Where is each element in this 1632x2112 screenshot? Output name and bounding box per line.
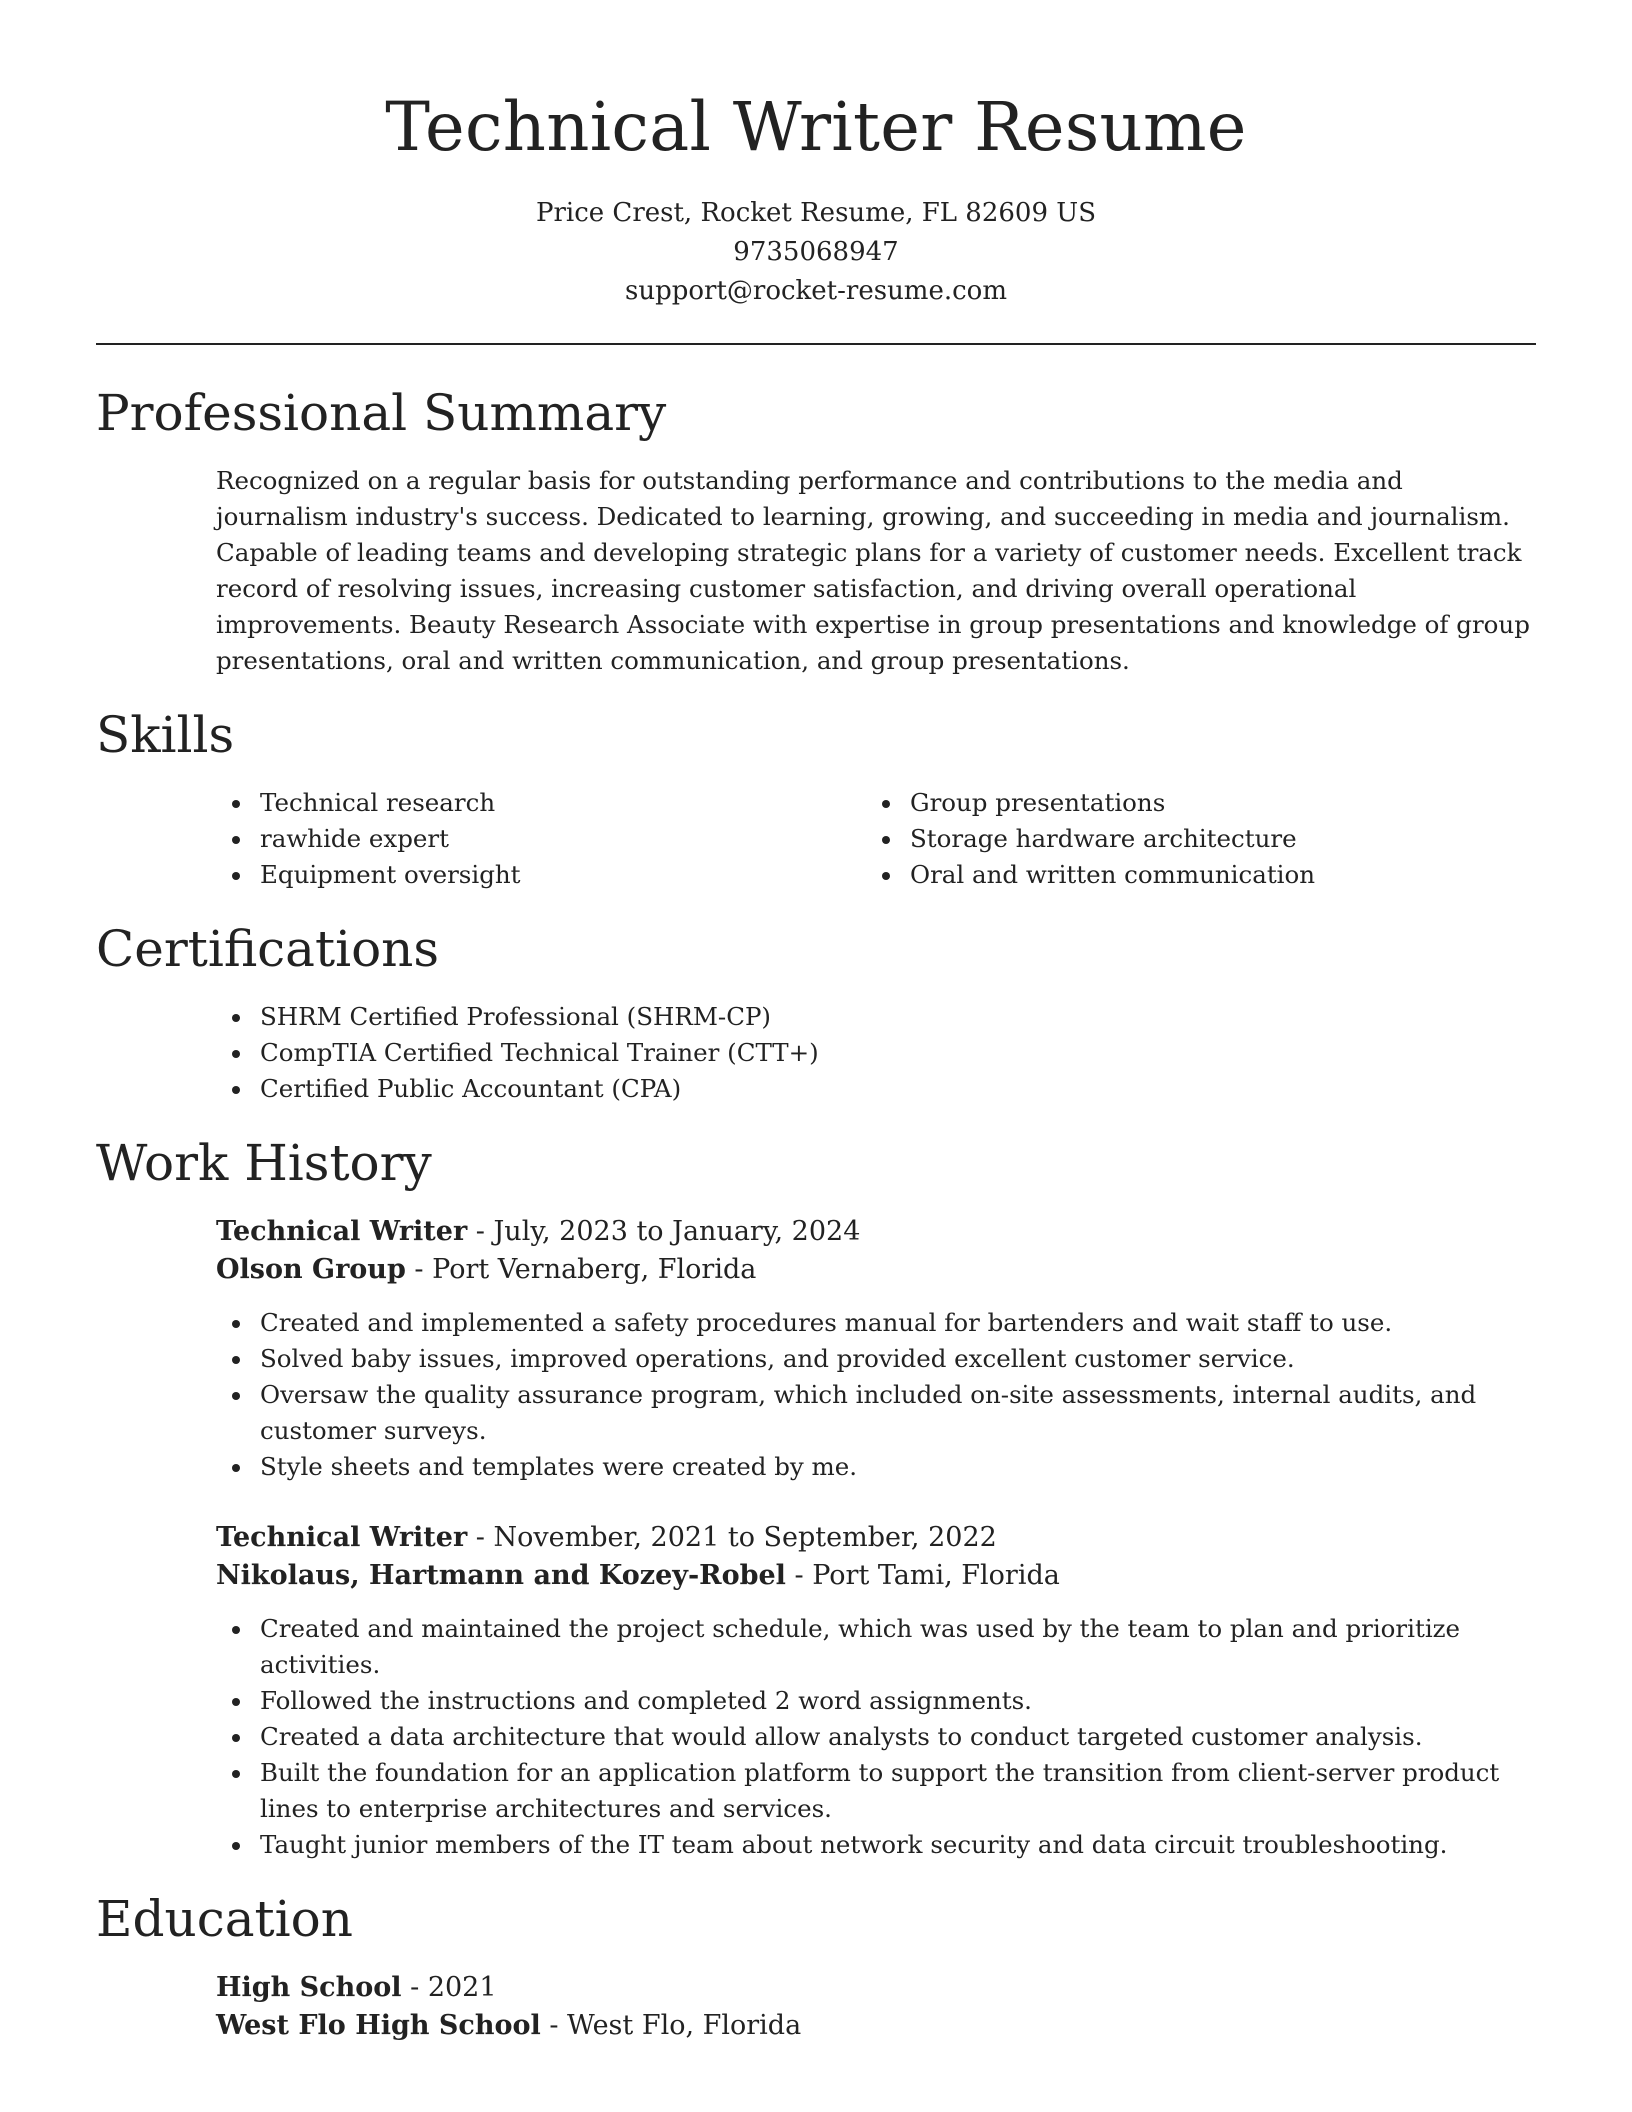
job-company: Olson Group <box>216 1254 406 1285</box>
skills-grid <box>96 785 1536 893</box>
job-title: Technical Writer <box>216 1216 468 1247</box>
skill-item: Storage hardware architecture <box>910 821 1560 857</box>
skill-item: Equipment oversight <box>260 857 910 893</box>
education-heading: Education <box>96 1890 353 1948</box>
contact-phone: 9735068947 <box>733 237 899 267</box>
job-entry <box>96 1519 1536 1863</box>
resume-title: Technical Writer Resume <box>385 88 1247 166</box>
education-degree: High School <box>216 1972 402 2003</box>
job-duties-list <box>96 1305 1536 1485</box>
certification-item: Certified Public Accountant (CPA) <box>260 1071 1536 1107</box>
job-location: - Port Vernaberg, Florida <box>405 1254 757 1285</box>
skill-item: Group presentations <box>910 785 1560 821</box>
skills-heading: Skills <box>96 706 235 764</box>
job-duty: Created a data architecture that would allow analysts to conduct targeted customer analysis. <box>260 1719 1536 1755</box>
job-dates: - November, 2021 to September, 2022 <box>467 1522 997 1553</box>
summary-heading: Professional Summary <box>96 384 667 442</box>
job-duties-list <box>96 1611 1536 1863</box>
job-entry <box>96 1213 1536 1485</box>
job-title-line <box>96 1519 1536 1557</box>
skills-list-left <box>260 785 910 893</box>
job-duty: Created and maintained the project schedule, which was used by the team to plan and prioritize activities. <box>260 1611 1536 1683</box>
job-duty: Created and implemented a safety procedures manual for bartenders and wait staff to use. <box>260 1305 1536 1341</box>
job-company-line <box>96 1557 1536 1595</box>
education-school: West Flo High School <box>216 2010 541 2041</box>
contact-address: Price Crest, Rocket Resume, FL 82609 US <box>535 198 1096 228</box>
summary-text: Recognized on a regular basis for outstanding performance and contributions to the media and journalism industry's success. Dedicated to learning, growing, and succeeding in media and journalism. Capable of leading teams and developing strategic plans for a variety of customer needs. Excellent track record of resolving issues, increasing customer satisfaction, and driving overall operational improvements. Beauty Research Associate with expertise in group presentations and knowledge of group presentations, oral and written communication, and group presentations. <box>216 466 1530 675</box>
job-company: Nikolaus, Hartmann and Kozey-Robel <box>216 1560 786 1591</box>
contact-info <box>96 194 1536 311</box>
education-year: - 2021 <box>401 1972 497 2003</box>
certification-item: CompTIA Certified Technical Trainer (CTT+) <box>260 1035 1536 1071</box>
education-school-line <box>96 2007 1536 2045</box>
job-duty: Oversaw the quality assurance program, which included on-site assessments, internal audits, and customer surveys. <box>260 1377 1536 1449</box>
certification-item: SHRM Certified Professional (SHRM-CP) <box>260 999 1536 1035</box>
education-location: - West Flo, Florida <box>540 2010 802 2041</box>
job-duty: Followed the instructions and completed 2 word assignments. <box>260 1683 1536 1719</box>
certifications-heading: Certifications <box>96 920 440 978</box>
job-company-line <box>96 1251 1536 1289</box>
education-degree-line <box>96 1969 1536 2007</box>
skill-item: Technical research <box>260 785 910 821</box>
job-duty: Style sheets and templates were created by me. <box>260 1449 1536 1485</box>
contact-email: support@rocket-resume.com <box>624 276 1007 306</box>
job-dates: - July, 2023 to January, 2024 <box>467 1216 861 1247</box>
job-title-line <box>96 1213 1536 1251</box>
job-location: - Port Tami, Florida <box>785 1560 1060 1591</box>
education-entry <box>96 1969 1536 2045</box>
resume-header <box>96 0 1536 311</box>
work-history-heading: Work History <box>96 1134 432 1192</box>
certifications-list <box>96 999 1536 1107</box>
skills-list-right <box>910 785 1560 893</box>
job-title: Technical Writer <box>216 1522 468 1553</box>
resume-page <box>96 0 1536 2045</box>
skill-item: rawhide expert <box>260 821 910 857</box>
job-duty: Solved baby issues, improved operations, and provided excellent customer service. <box>260 1341 1536 1377</box>
header-divider <box>96 343 1536 345</box>
job-duty: Built the foundation for an application platform to support the transition from client-server product lines to enterprise architectures and services. <box>260 1755 1536 1827</box>
job-duty: Taught junior members of the IT team about network security and data circuit troubleshooting. <box>260 1827 1536 1863</box>
skill-item: Oral and written communication <box>910 857 1560 893</box>
